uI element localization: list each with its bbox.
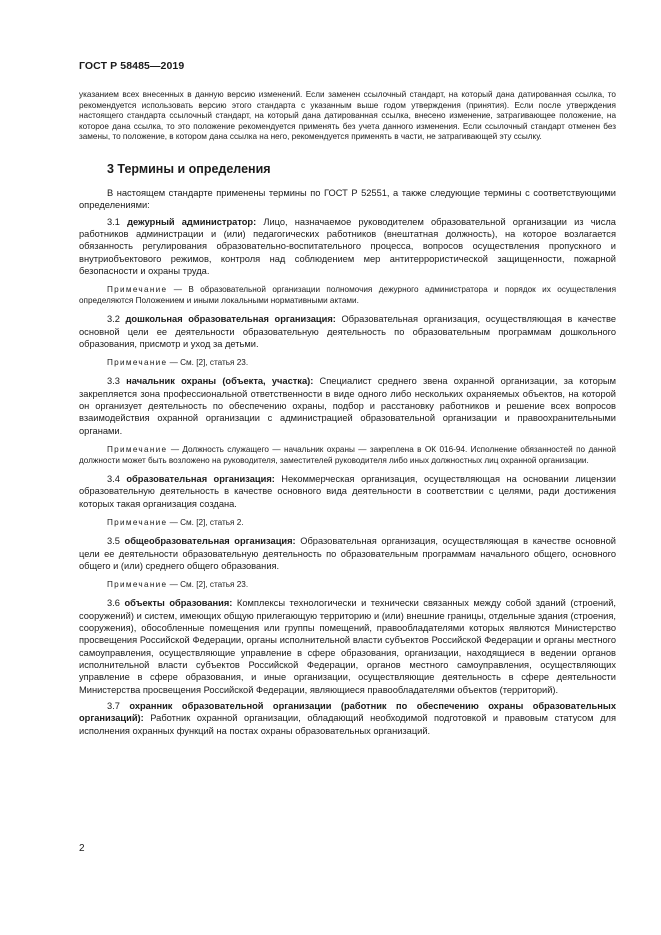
note-label: Примечание bbox=[107, 285, 168, 295]
intro-paragraph: указанием всех внесенных в данную версию изменений. Если заменен ссылочный стандарт, на который дана датированная ссылка, то рекомендуется использовать версию этого стандарта с указанным выше годом утверждения (принятия). Если после утверждения настоящего стандарта ссылочный стандарт, на который дана датированная ссылка, внесено изменение, затрагивающее положение, на которое дана ссылка, то это положение рекомендуется применять без учета данного изменения. Если ссылочный стандарт отменен без замены, то положение, в котором дана ссылка на него, рекомендуется применять в части, не затрагивающей эту ссылку. bbox=[79, 90, 616, 142]
term-name: образовательная организация: bbox=[126, 474, 275, 485]
note-3-5: Примечание — См. [2], статья 23. bbox=[107, 580, 249, 590]
term-definition: Образовательная организация, осуществляющая в качестве основной цели ее деятельности образовательную деятельность по образовательным программам начального общего, основного общего и (или) среднего общего образования. bbox=[79, 536, 616, 571]
term-3-2: 3.2 дошкольная образовательная организация: Образовательная организация, осуществляющая в качестве основной цели ее деятельности образовательную деятельность по образовательным программам дошкольного образования, присмотр и уход за детьми. bbox=[79, 314, 616, 350]
page-number: 2 bbox=[79, 843, 85, 854]
term-3-1: 3.1 дежурный администратор: Лицо, назначаемое руководителем образовательной организации из числа работников администрации и (или) педагогических работников (внештатная должность), на которое возлагается обязанность регулирования образовательно-воспитательного процесса, вопросов осуществления пропускного и внутриобъектового режимов, контроля над соблюдением мер антитеррористической защищенности, пожарной безопасности и охраны труда. bbox=[79, 216, 616, 277]
section-title: 3 Термины и определения bbox=[107, 161, 271, 176]
term-name: охранник образовательной организации (работник по обеспечению охраны образовательных организаций): bbox=[79, 700, 616, 724]
term-3-6: 3.6 объекты образования: Комплексы технологически и технически связанных между собой зданий (строений, сооружений) и систем, имеющих общую прилегающую территорию и (или) внешние границы, отдельные здания (строения, сооружения), обособленные помещения или группы помещений, правообладателями которых являются Министерство просвещения Российской Федерации, органы исполнительной власти субъектов Российской Федерации и органы местного самоуправления, осуществляющие управление в сфере образования, организации, находящиеся в ведении органов исполнительной власти субъектов Российской Федерации, органов местного самоуправления, осуществляющих управление в сфере образования, и иные организации, осуществляющие деятельность в сфере деятельности Министерства просвещения Российской Федерации, являющиеся правообладателями объектов (территорий). bbox=[79, 598, 616, 695]
note-label: Примечание bbox=[107, 358, 168, 368]
term-3-4: 3.4 образовательная организация: Некоммерческая организация, осуществляющая на основании лицензии образовательную деятельность в качестве основного вида деятельности в соответствии с целями, ради достижения которых такая организация создана. bbox=[79, 474, 616, 509]
term-3-5: 3.5 общеобразовательная организация: Образовательная организация, осуществляющая в качестве основной цели ее деятельности образовательную деятельность по образовательным программам начального общего, основного общего и (или) среднего общего образования. bbox=[79, 536, 616, 571]
note-label: Примечание bbox=[107, 580, 168, 590]
term-definition: Образовательная организация, осуществляющая в качестве основной цели ее деятельности образовательную деятельность по образовательным программам дошкольного образования, присмотр и уход за детьми. bbox=[79, 314, 616, 350]
term-definition: Работник охранной организации, обладающий необходимой подготовкой и правовым статусом для исполнения охранных функций на постах охраны образовательных организаций. bbox=[79, 713, 616, 736]
note-3-2: Примечание — См. [2], статья 23. bbox=[107, 358, 249, 368]
term-definition: Лицо, назначаемое руководителем образовательной организации из числа работников администрации и (или) педагогических работников (внештатная должность), на которое возлагается обязанность регулирования образовательно-воспитательного процесса, вопросов осуществления пропускного и внутриобъектового режимов, контроля над соблюдением мер антитеррористической защищенности, пожарной безопасности и охраны труда. bbox=[79, 216, 616, 277]
page-content bbox=[79, 90, 616, 737]
note-label: Примечание bbox=[107, 445, 168, 455]
note-3-1: Примечание — В образовательной организации полномочия дежурного администратора и порядок их осуществления определяются Положением и иными локальными нормативными актами. bbox=[79, 285, 616, 306]
term-definition: Некоммерческая организация, осуществляющая на основании лицензии образовательную деятельность в качестве основного вида деятельности в соответствии с целями, ради достижения которых такая организация создана. bbox=[79, 474, 616, 509]
term-definition: Комплексы технологически и технически связанных между собой зданий (строений, сооружений) и систем, имеющих общую прилегающую территорию и (или) внешние границы, отдельные здания (строения, сооружения), обособленные помещения или группы помещений, правообладателями которых являются Министерство просвещения Российской Федерации, органы исполнительной власти субъектов Российской Федерации и органы местного самоуправления, осуществляющие управление в сфере образования, организации, находящиеся в ведении органов исполнительной власти субъектов Российской Федерации, органов местного самоуправления, осуществляющих управление в сфере образования, и иные организации, осуществляющие деятельность в сфере деятельности Министерства просвещения Российской Федерации, являющиеся правообладателями объектов (территорий). bbox=[79, 598, 616, 695]
note-3-4: Примечание — См. [2], статья 2. bbox=[107, 518, 244, 528]
term-name: начальник охраны (объекта, участка): bbox=[126, 376, 314, 387]
note-label: Примечание bbox=[107, 518, 168, 528]
section-intro: В настоящем стандарте применены термины по ГОСТ Р 52551, а также следующие термины с соответствующими определениями: bbox=[79, 187, 616, 211]
document-code-header: ГОСТ Р 58485—2019 bbox=[79, 60, 185, 72]
term-name: общеобразовательная организация: bbox=[124, 536, 296, 547]
term-name: дошкольная образовательная организация: bbox=[125, 314, 336, 325]
term-3-7: 3.7 охранник образовательной организации (работник по обеспечению охраны образовательных организаций): Работник охранной организации, обладающий необходимой подготовкой и правовым статусом для исполнения охранных функций на постах охраны образовательных организаций. bbox=[79, 700, 616, 736]
term-definition: Специалист среднего звена охранной организации, за которым закрепляется зона профессиональной ответственности в виде одного либо нескольких охраняемых объектов, на которой он организует деятельность по обеспечению охраны, подбор и расстановку работников и решение всех вопросов взаимодействия охранной организации с администрацией образовательной организации и правоохранительными органами. bbox=[79, 376, 616, 436]
term-3-3: 3.3 начальник охраны (объекта, участка): Специалист среднего звена охранной организации, за которым закрепляется зона профессиональной ответственности в виде одного либо нескольких охраняемых объектов, на которой он организует деятельность по обеспечению охраны, подбор и расстановку работников и решение всех вопросов взаимодействия охранной организации с администрацией образовательной организации и правоохранительными органами. bbox=[79, 376, 616, 436]
note-3-3: Примечание — Должность служащего — начальник охраны — закреплена в ОК 016-94. Исполнение обязанностей по данной должности может быть возложено на руководителя, заместителей руководителя либо иных должностных лиц охранной организации. bbox=[79, 445, 616, 466]
term-name: дежурный администратор: bbox=[127, 216, 257, 227]
term-name: объекты образования: bbox=[124, 598, 233, 609]
